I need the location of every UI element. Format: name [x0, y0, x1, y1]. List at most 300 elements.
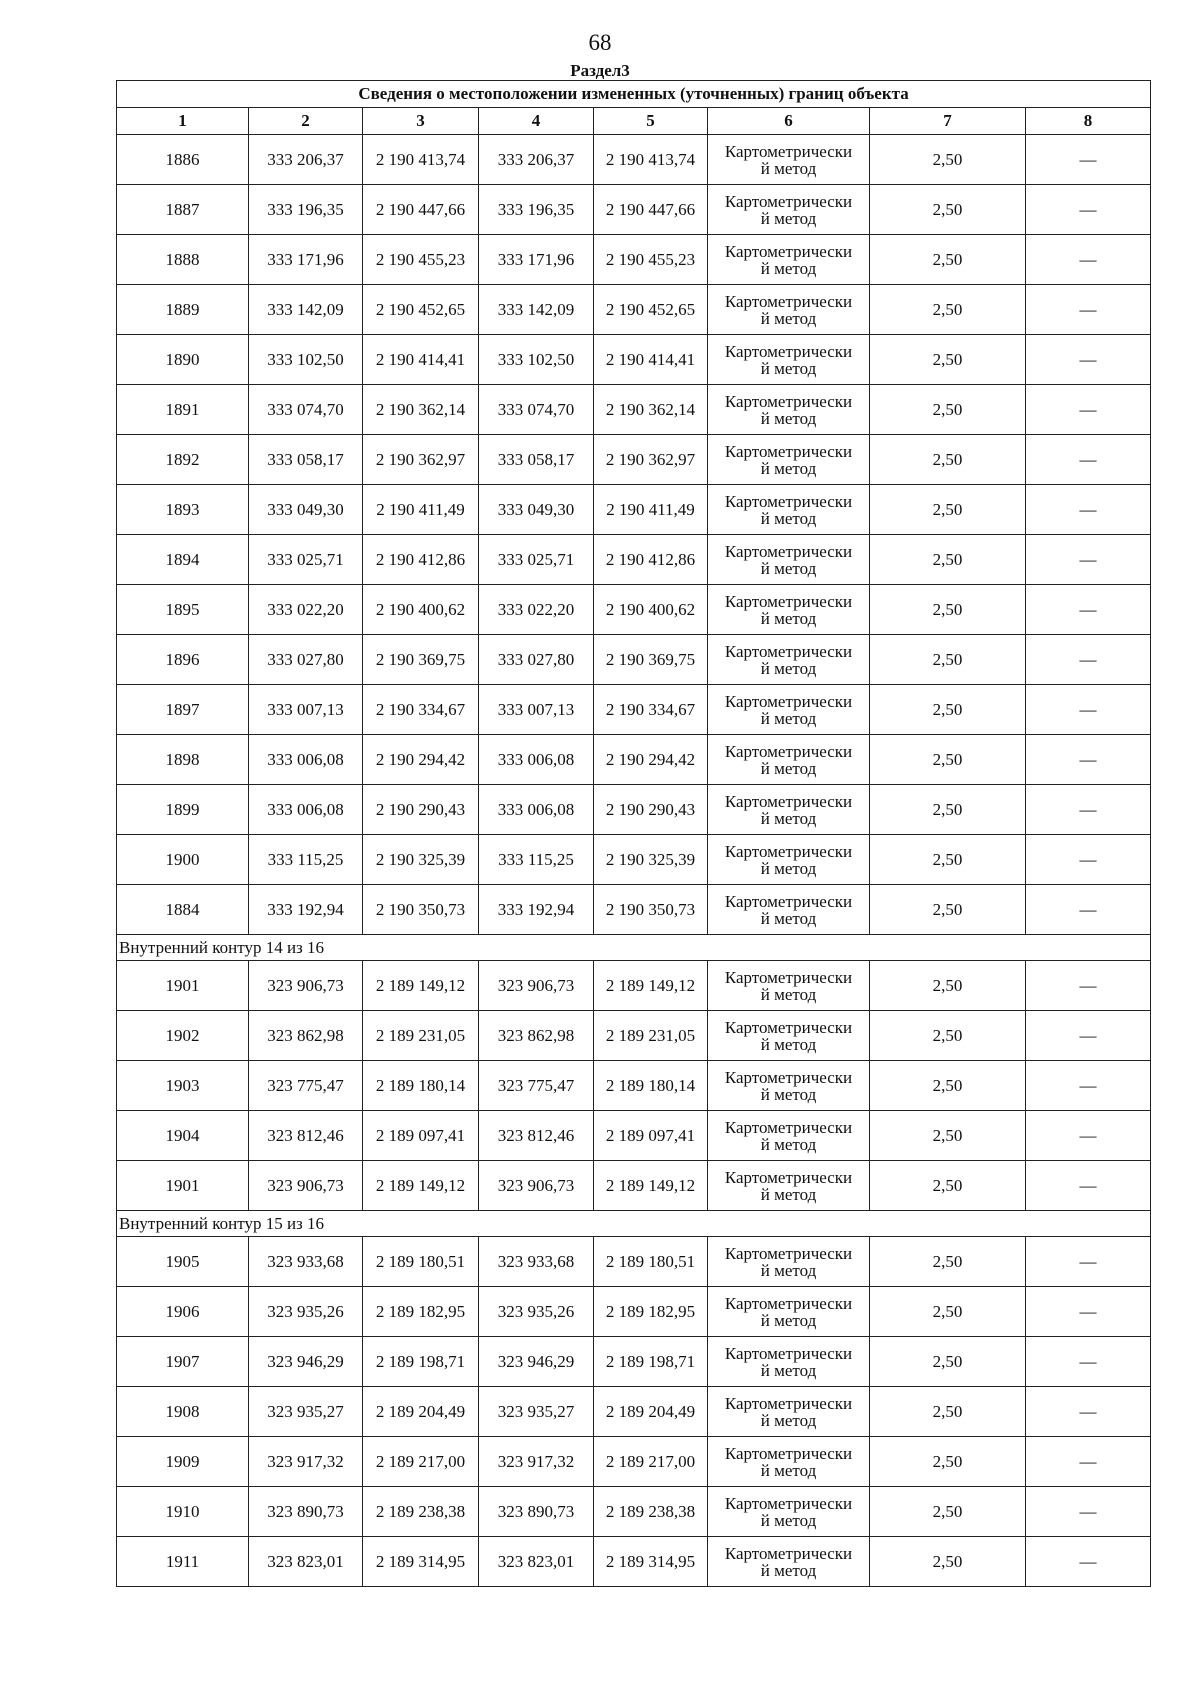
- description-cell: —: [1026, 1537, 1151, 1587]
- method-text-line-1: Картометрически: [724, 191, 853, 211]
- method-text-line-1: Картометрически: [724, 1117, 853, 1137]
- point-number-cell: 1891: [117, 385, 249, 435]
- contour-label: Внутренний контур 14 из 16: [117, 935, 1151, 961]
- method-text-line-2: й метод: [760, 708, 817, 728]
- method-text-line-2: й метод: [760, 458, 817, 478]
- method-cell: [708, 585, 870, 635]
- table-row: [117, 1237, 1151, 1287]
- new-y-cell: 2 190 400,62: [594, 585, 708, 635]
- method-cell: [708, 635, 870, 685]
- table-row: [117, 635, 1151, 685]
- existing-y-cell: 2 189 314,95: [363, 1537, 479, 1587]
- description-cell: —: [1026, 835, 1151, 885]
- method-text-line-2: й метод: [760, 658, 817, 678]
- new-x-cell: 323 906,73: [479, 1161, 594, 1211]
- table-row: [117, 435, 1151, 485]
- method-text-line-1: Картометрически: [724, 891, 853, 911]
- description-cell: —: [1026, 685, 1151, 735]
- new-x-cell: 333 027,80: [479, 635, 594, 685]
- table-row: [117, 585, 1151, 635]
- method-cell: [708, 1437, 870, 1487]
- table-row: [117, 135, 1151, 185]
- accuracy-cell: 2,50: [870, 1237, 1026, 1287]
- point-number-cell: 1900: [117, 835, 249, 885]
- accuracy-cell: 2,50: [870, 485, 1026, 535]
- table-row: [117, 235, 1151, 285]
- method-cell: [708, 435, 870, 485]
- existing-x-cell: 323 933,68: [249, 1237, 363, 1287]
- existing-y-cell: 2 190 400,62: [363, 585, 479, 635]
- method-text-line-1: Картометрически: [724, 741, 853, 761]
- column-header-8: 8: [1026, 108, 1151, 135]
- method-text-line-2: й метод: [760, 1510, 817, 1530]
- accuracy-cell: 2,50: [870, 1337, 1026, 1387]
- existing-x-cell: 333 025,71: [249, 535, 363, 585]
- new-y-cell: 2 189 149,12: [594, 1161, 708, 1211]
- existing-x-cell: 333 049,30: [249, 485, 363, 535]
- existing-x-cell: 333 192,94: [249, 885, 363, 935]
- existing-x-cell: 333 006,08: [249, 735, 363, 785]
- existing-y-cell: 2 189 238,38: [363, 1487, 479, 1537]
- table-row: [117, 285, 1151, 335]
- table-row: [117, 535, 1151, 585]
- point-number-cell: 1903: [117, 1061, 249, 1111]
- new-x-cell: 333 102,50: [479, 335, 594, 385]
- method-text-line-2: й метод: [760, 1310, 817, 1330]
- existing-x-cell: 323 775,47: [249, 1061, 363, 1111]
- description-cell: —: [1026, 235, 1151, 285]
- method-text-line-1: Картометрически: [724, 1017, 853, 1037]
- new-y-cell: 2 189 182,95: [594, 1287, 708, 1337]
- existing-y-cell: 2 190 412,86: [363, 535, 479, 585]
- existing-y-cell: 2 190 413,74: [363, 135, 479, 185]
- table-row: [117, 685, 1151, 735]
- method-text-line-2: й метод: [760, 908, 817, 928]
- method-cell: [708, 335, 870, 385]
- description-cell: —: [1026, 435, 1151, 485]
- point-number-cell: 1893: [117, 485, 249, 535]
- method-text-line-2: й метод: [760, 1260, 817, 1280]
- method-cell: [708, 485, 870, 535]
- table-row: [117, 1487, 1151, 1537]
- table-row: [117, 1437, 1151, 1487]
- method-cell: [708, 1337, 870, 1387]
- existing-y-cell: 2 190 362,97: [363, 435, 479, 485]
- new-x-cell: 323 906,73: [479, 961, 594, 1011]
- table-caption: Сведения о местоположении измененных (уточненных) границ объекта: [117, 81, 1151, 108]
- point-number-cell: 1898: [117, 735, 249, 785]
- method-text-line-1: Картометрически: [724, 641, 853, 661]
- table-row: [117, 485, 1151, 535]
- existing-y-cell: 2 190 334,67: [363, 685, 479, 735]
- accuracy-cell: 2,50: [870, 785, 1026, 835]
- new-x-cell: 323 812,46: [479, 1111, 594, 1161]
- table-row: [117, 1387, 1151, 1437]
- existing-x-cell: 333 115,25: [249, 835, 363, 885]
- existing-x-cell: 323 935,26: [249, 1287, 363, 1337]
- table-row: [117, 961, 1151, 1011]
- existing-y-cell: 2 189 217,00: [363, 1437, 479, 1487]
- point-number-cell: 1901: [117, 961, 249, 1011]
- new-x-cell: 323 917,32: [479, 1437, 594, 1487]
- description-cell: —: [1026, 385, 1151, 435]
- description-cell: —: [1026, 1487, 1151, 1537]
- existing-x-cell: 323 862,98: [249, 1011, 363, 1061]
- description-cell: —: [1026, 735, 1151, 785]
- point-number-cell: 1894: [117, 535, 249, 585]
- new-y-cell: 2 189 314,95: [594, 1537, 708, 1587]
- accuracy-cell: 2,50: [870, 1487, 1026, 1537]
- method-text-line-1: Картометрически: [724, 241, 853, 261]
- new-y-cell: 2 190 412,86: [594, 535, 708, 585]
- existing-y-cell: 2 189 180,51: [363, 1237, 479, 1287]
- method-cell: [708, 1237, 870, 1287]
- point-number-cell: 1887: [117, 185, 249, 235]
- existing-x-cell: 333 206,37: [249, 135, 363, 185]
- accuracy-cell: 2,50: [870, 1387, 1026, 1437]
- new-y-cell: 2 190 362,14: [594, 385, 708, 435]
- accuracy-cell: 2,50: [870, 335, 1026, 385]
- new-x-cell: 333 115,25: [479, 835, 594, 885]
- column-header-1: 1: [117, 108, 249, 135]
- column-header-7: 7: [870, 108, 1026, 135]
- new-x-cell: 333 006,08: [479, 785, 594, 835]
- method-text-line-2: й метод: [760, 358, 817, 378]
- accuracy-cell: 2,50: [870, 585, 1026, 635]
- description-cell: —: [1026, 1437, 1151, 1487]
- point-number-cell: 1897: [117, 685, 249, 735]
- method-cell: [708, 1287, 870, 1337]
- new-y-cell: 2 190 294,42: [594, 735, 708, 785]
- new-x-cell: 323 823,01: [479, 1537, 594, 1587]
- existing-x-cell: 333 007,13: [249, 685, 363, 735]
- method-text-line-1: Картометрически: [724, 391, 853, 411]
- description-cell: —: [1026, 1237, 1151, 1287]
- table-row: [117, 785, 1151, 835]
- existing-y-cell: 2 189 198,71: [363, 1337, 479, 1387]
- existing-y-cell: 2 189 180,14: [363, 1061, 479, 1111]
- point-number-cell: 1906: [117, 1287, 249, 1337]
- existing-y-cell: 2 190 452,65: [363, 285, 479, 335]
- point-number-cell: 1908: [117, 1387, 249, 1437]
- accuracy-cell: 2,50: [870, 285, 1026, 335]
- new-x-cell: 333 022,20: [479, 585, 594, 635]
- description-cell: —: [1026, 535, 1151, 585]
- description-cell: —: [1026, 335, 1151, 385]
- table-row: [117, 885, 1151, 935]
- contour-label-row: [117, 935, 1151, 961]
- new-x-cell: 333 007,13: [479, 685, 594, 735]
- existing-y-cell: 2 190 455,23: [363, 235, 479, 285]
- existing-y-cell: 2 190 325,39: [363, 835, 479, 885]
- method-text-line-1: Картометрически: [724, 841, 853, 861]
- existing-x-cell: 333 058,17: [249, 435, 363, 485]
- new-x-cell: 323 862,98: [479, 1011, 594, 1061]
- accuracy-cell: 2,50: [870, 385, 1026, 435]
- description-cell: —: [1026, 1161, 1151, 1211]
- new-x-cell: 323 935,26: [479, 1287, 594, 1337]
- method-text-line-2: й метод: [760, 1460, 817, 1480]
- accuracy-cell: 2,50: [870, 1011, 1026, 1061]
- new-y-cell: 2 189 238,38: [594, 1487, 708, 1537]
- method-text-line-1: Картометрически: [724, 1543, 853, 1563]
- method-cell: [708, 835, 870, 885]
- existing-y-cell: 2 189 149,12: [363, 1161, 479, 1211]
- point-number-cell: 1892: [117, 435, 249, 485]
- accuracy-cell: 2,50: [870, 835, 1026, 885]
- existing-y-cell: 2 190 290,43: [363, 785, 479, 835]
- coordinates-table: [116, 80, 1151, 1587]
- new-y-cell: 2 189 231,05: [594, 1011, 708, 1061]
- table-row: [117, 835, 1151, 885]
- new-y-cell: 2 190 452,65: [594, 285, 708, 335]
- method-text-line-2: й метод: [760, 308, 817, 328]
- method-text-line-1: Картометрически: [724, 967, 853, 987]
- description-cell: —: [1026, 1387, 1151, 1437]
- table-row: [117, 735, 1151, 785]
- method-cell: [708, 1011, 870, 1061]
- contour-label: Внутренний контур 15 из 16: [117, 1211, 1151, 1237]
- method-text-line-1: Картометрически: [724, 1493, 853, 1513]
- description-cell: —: [1026, 1287, 1151, 1337]
- point-number-cell: 1909: [117, 1437, 249, 1487]
- table-row: [117, 1011, 1151, 1061]
- method-text-line-1: Картометрически: [724, 691, 853, 711]
- method-cell: [708, 385, 870, 435]
- method-cell: [708, 1061, 870, 1111]
- new-x-cell: 323 935,27: [479, 1387, 594, 1437]
- accuracy-cell: 2,50: [870, 1161, 1026, 1211]
- method-text-line-1: Картометрически: [724, 591, 853, 611]
- new-x-cell: 333 192,94: [479, 885, 594, 935]
- description-cell: —: [1026, 1011, 1151, 1061]
- method-text-line-1: Картометрически: [724, 341, 853, 361]
- new-x-cell: 333 049,30: [479, 485, 594, 535]
- table-row: [117, 385, 1151, 435]
- existing-y-cell: 2 190 414,41: [363, 335, 479, 385]
- new-y-cell: 2 190 369,75: [594, 635, 708, 685]
- method-text-line-2: й метод: [760, 1560, 817, 1580]
- column-header-3: 3: [363, 108, 479, 135]
- method-cell: [708, 785, 870, 835]
- accuracy-cell: 2,50: [870, 635, 1026, 685]
- new-y-cell: 2 190 362,97: [594, 435, 708, 485]
- method-cell: [708, 961, 870, 1011]
- new-y-cell: 2 190 447,66: [594, 185, 708, 235]
- new-x-cell: 333 006,08: [479, 735, 594, 785]
- existing-x-cell: 323 890,73: [249, 1487, 363, 1537]
- method-cell: [708, 135, 870, 185]
- method-cell: [708, 735, 870, 785]
- method-text-line-2: й метод: [760, 858, 817, 878]
- description-cell: —: [1026, 1111, 1151, 1161]
- accuracy-cell: 2,50: [870, 961, 1026, 1011]
- new-y-cell: 2 189 180,51: [594, 1237, 708, 1287]
- method-text-line-1: Картометрически: [724, 291, 853, 311]
- accuracy-cell: 2,50: [870, 135, 1026, 185]
- method-text-line-1: Картометрически: [724, 1293, 853, 1313]
- column-header-4: 4: [479, 108, 594, 135]
- table-row: [117, 1061, 1151, 1111]
- existing-y-cell: 2 190 362,14: [363, 385, 479, 435]
- table-caption-row: [117, 81, 1151, 108]
- new-x-cell: 333 196,35: [479, 185, 594, 235]
- method-cell: [708, 185, 870, 235]
- method-text-line-1: Картометрически: [724, 1167, 853, 1187]
- new-y-cell: 2 189 217,00: [594, 1437, 708, 1487]
- accuracy-cell: 2,50: [870, 1287, 1026, 1337]
- point-number-cell: 1902: [117, 1011, 249, 1061]
- new-y-cell: 2 189 180,14: [594, 1061, 708, 1111]
- table-row: [117, 335, 1151, 385]
- description-cell: —: [1026, 961, 1151, 1011]
- existing-y-cell: 2 189 182,95: [363, 1287, 479, 1337]
- accuracy-cell: 2,50: [870, 1437, 1026, 1487]
- existing-y-cell: 2 189 231,05: [363, 1011, 479, 1061]
- page-number: 68: [588, 30, 612, 55]
- description-cell: —: [1026, 135, 1151, 185]
- existing-y-cell: 2 190 350,73: [363, 885, 479, 935]
- point-number-cell: 1904: [117, 1111, 249, 1161]
- column-header-2: 2: [249, 108, 363, 135]
- description-cell: —: [1026, 485, 1151, 535]
- new-x-cell: 323 890,73: [479, 1487, 594, 1537]
- method-text-line-1: Картометрически: [724, 1067, 853, 1087]
- existing-x-cell: 333 027,80: [249, 635, 363, 685]
- point-number-cell: 1896: [117, 635, 249, 685]
- method-text-line-1: Картометрически: [724, 1343, 853, 1363]
- method-text-line-2: й метод: [760, 208, 817, 228]
- new-y-cell: 2 189 198,71: [594, 1337, 708, 1387]
- existing-x-cell: 333 102,50: [249, 335, 363, 385]
- accuracy-cell: 2,50: [870, 435, 1026, 485]
- new-y-cell: 2 190 411,49: [594, 485, 708, 535]
- table-row: [117, 1537, 1151, 1587]
- point-number-cell: 1889: [117, 285, 249, 335]
- method-text-line-2: й метод: [760, 758, 817, 778]
- accuracy-cell: 2,50: [870, 1111, 1026, 1161]
- method-text-line-1: Картометрически: [724, 791, 853, 811]
- new-x-cell: 333 171,96: [479, 235, 594, 285]
- table-body: [117, 135, 1151, 1587]
- new-x-cell: 323 946,29: [479, 1337, 594, 1387]
- new-x-cell: 333 206,37: [479, 135, 594, 185]
- existing-x-cell: 333 006,08: [249, 785, 363, 835]
- contour-label-row: [117, 1211, 1151, 1237]
- description-cell: —: [1026, 1337, 1151, 1387]
- table-row: [117, 1111, 1151, 1161]
- existing-y-cell: 2 190 294,42: [363, 735, 479, 785]
- table-row: [117, 185, 1151, 235]
- method-text-line-1: Картометрически: [724, 541, 853, 561]
- table-row: [117, 1161, 1151, 1211]
- new-y-cell: 2 190 334,67: [594, 685, 708, 735]
- description-cell: —: [1026, 285, 1151, 335]
- method-cell: [708, 1387, 870, 1437]
- point-number-cell: 1907: [117, 1337, 249, 1387]
- method-text-line-1: Картометрически: [724, 491, 853, 511]
- column-header-5: 5: [594, 108, 708, 135]
- method-cell: [708, 1537, 870, 1587]
- existing-x-cell: 323 812,46: [249, 1111, 363, 1161]
- method-text-line-2: й метод: [760, 1410, 817, 1430]
- accuracy-cell: 2,50: [870, 185, 1026, 235]
- method-text-line-2: й метод: [760, 608, 817, 628]
- method-cell: [708, 885, 870, 935]
- existing-x-cell: 333 171,96: [249, 235, 363, 285]
- point-number-cell: 1901: [117, 1161, 249, 1211]
- description-cell: —: [1026, 885, 1151, 935]
- method-cell: [708, 235, 870, 285]
- description-cell: —: [1026, 1061, 1151, 1111]
- point-number-cell: 1884: [117, 885, 249, 935]
- method-text-line-2: й метод: [760, 1134, 817, 1154]
- new-x-cell: 333 025,71: [479, 535, 594, 585]
- method-cell: [708, 1111, 870, 1161]
- method-text-line-2: й метод: [760, 158, 817, 178]
- method-text-line-1: Картометрически: [724, 1443, 853, 1463]
- existing-y-cell: 2 189 097,41: [363, 1111, 479, 1161]
- new-x-cell: 333 058,17: [479, 435, 594, 485]
- existing-y-cell: 2 189 204,49: [363, 1387, 479, 1437]
- new-y-cell: 2 190 414,41: [594, 335, 708, 385]
- new-y-cell: 2 189 097,41: [594, 1111, 708, 1161]
- point-number-cell: 1888: [117, 235, 249, 285]
- column-header-6: 6: [708, 108, 870, 135]
- existing-y-cell: 2 190 411,49: [363, 485, 479, 535]
- existing-x-cell: 323 906,73: [249, 961, 363, 1011]
- point-number-cell: 1886: [117, 135, 249, 185]
- new-y-cell: 2 190 413,74: [594, 135, 708, 185]
- method-text-line-2: й метод: [760, 1084, 817, 1104]
- existing-x-cell: 323 946,29: [249, 1337, 363, 1387]
- existing-x-cell: 323 823,01: [249, 1537, 363, 1587]
- method-text-line-2: й метод: [760, 1184, 817, 1204]
- new-y-cell: 2 190 325,39: [594, 835, 708, 885]
- method-text-line-2: й метод: [760, 984, 817, 1004]
- method-text-line-2: й метод: [760, 1034, 817, 1054]
- accuracy-cell: 2,50: [870, 885, 1026, 935]
- section-title: Раздел3: [570, 61, 630, 80]
- new-y-cell: 2 189 149,12: [594, 961, 708, 1011]
- new-x-cell: 323 775,47: [479, 1061, 594, 1111]
- description-cell: —: [1026, 185, 1151, 235]
- accuracy-cell: 2,50: [870, 535, 1026, 585]
- existing-y-cell: 2 190 369,75: [363, 635, 479, 685]
- new-x-cell: 333 142,09: [479, 285, 594, 335]
- accuracy-cell: 2,50: [870, 685, 1026, 735]
- existing-x-cell: 333 074,70: [249, 385, 363, 435]
- point-number-cell: 1905: [117, 1237, 249, 1287]
- method-text-line-2: й метод: [760, 558, 817, 578]
- method-cell: [708, 1487, 870, 1537]
- description-cell: —: [1026, 585, 1151, 635]
- existing-y-cell: 2 190 447,66: [363, 185, 479, 235]
- method-text-line-1: Картометрически: [724, 141, 853, 161]
- new-x-cell: 333 074,70: [479, 385, 594, 435]
- existing-x-cell: 333 196,35: [249, 185, 363, 235]
- existing-x-cell: 323 935,27: [249, 1387, 363, 1437]
- method-text-line-2: й метод: [760, 1360, 817, 1380]
- new-y-cell: 2 189 204,49: [594, 1387, 708, 1437]
- existing-x-cell: 323 917,32: [249, 1437, 363, 1487]
- description-cell: —: [1026, 635, 1151, 685]
- table-row: [117, 1287, 1151, 1337]
- method-text-line-1: Картометрически: [724, 1243, 853, 1263]
- method-text-line-1: Картометрически: [724, 1393, 853, 1413]
- new-y-cell: 2 190 350,73: [594, 885, 708, 935]
- table-header-row: [117, 108, 1151, 135]
